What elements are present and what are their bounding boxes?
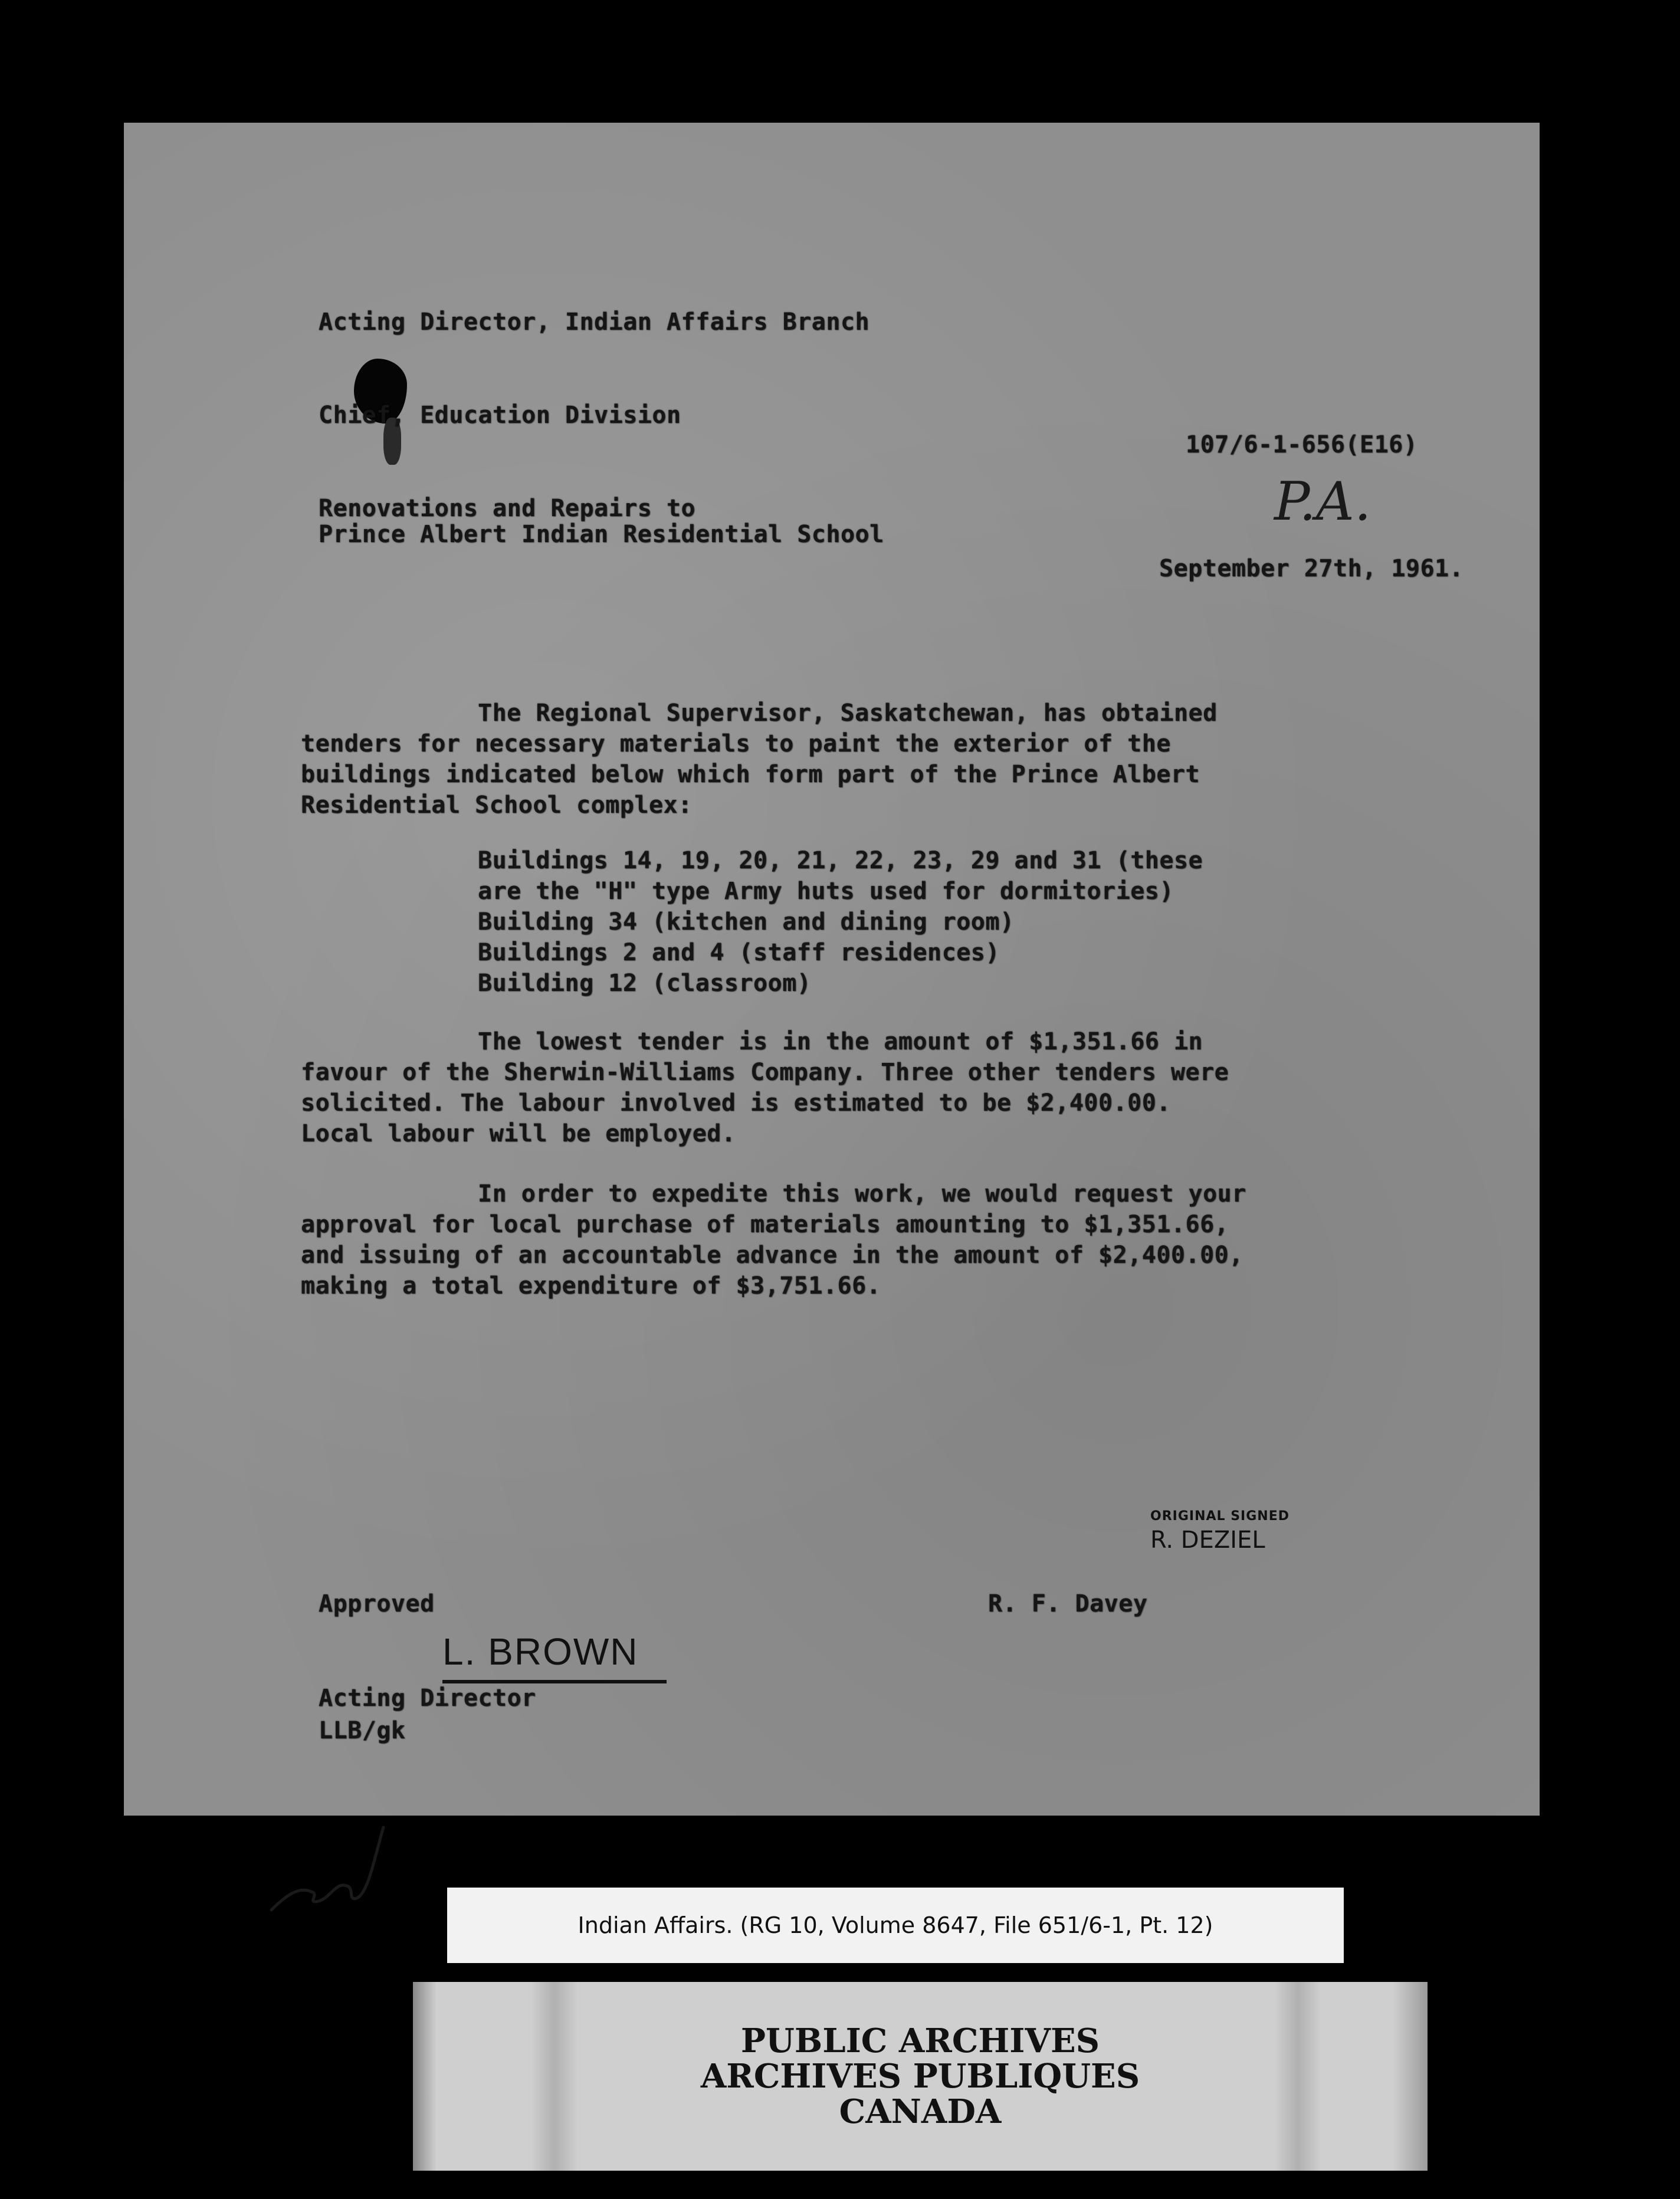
file-reference: 107/6-1-656(E16) <box>1186 431 1418 458</box>
paragraph-2-line: The lowest tender is in the amount of $1,351.66 in <box>478 1028 1203 1055</box>
handwritten-initials <box>265 1821 407 1916</box>
brown-stamp: L. BROWN <box>442 1630 639 1673</box>
paragraph-2 <box>301 1026 1229 1149</box>
subject-line-2: Prince Albert Indian Residential School <box>319 521 884 548</box>
archives-line-1: PUBLIC ARCHIVES <box>740 2021 1100 2060</box>
paragraph-1 <box>301 698 1218 820</box>
paragraph-2-line: Local labour will be employed. <box>301 1120 736 1147</box>
handwritten-note: P.A. <box>1274 471 1371 533</box>
paragraph-1-line: tenders for necessary materials to paint the exterior of the <box>301 730 1171 757</box>
sender: Chief, Education Division <box>319 402 681 429</box>
letter-page <box>124 123 1540 1816</box>
acting-director-label: Acting Director <box>319 1685 536 1712</box>
approved-label: Approved <box>319 1590 435 1617</box>
subject-line-1: Renovations and Repairs to <box>319 495 696 522</box>
archive-citation-label <box>447 1888 1344 1963</box>
building-item: Building 34 (kitchen and dining room) <box>478 908 1015 936</box>
paragraph-3-line: In order to expedite this work, we would request your <box>478 1180 1246 1207</box>
original-signed-stamp: ORIGINAL SIGNED <box>1150 1509 1289 1524</box>
initials-stroke <box>271 1827 383 1910</box>
paragraph-1-line: buildings indicated below which form part of the Prince Albert <box>301 761 1200 788</box>
building-item: Building 12 (classroom) <box>478 970 812 997</box>
building-item: Buildings 14, 19, 20, 21, 22, 23, 29 and 31 (these <box>478 847 1203 874</box>
public-archives-label <box>413 1982 1428 2171</box>
paragraph-2-line: solicited. The labour involved is estimated to be $2,400.00. <box>301 1089 1171 1117</box>
building-item: are the "H" type Army huts used for dormitories) <box>478 878 1174 905</box>
paragraph-1-line: Residential School complex: <box>301 792 693 819</box>
buildings-list <box>478 845 1203 999</box>
addressee: Acting Director, Indian Affairs Branch <box>319 308 870 336</box>
signer-name: R. F. Davey <box>988 1590 1148 1617</box>
archive-citation: Indian Affairs. (RG 10, Volume 8647, File 651/6-1, Pt. 12) <box>578 1912 1213 1938</box>
paragraph-3-line: making a total expenditure of $3,751.66. <box>301 1272 881 1299</box>
paragraph-3-line: approval for local purchase of materials amounting to $1,351.66, <box>301 1211 1229 1238</box>
paragraph-3-line: and issuing of an accountable advance in the amount of $2,400.00, <box>301 1242 1243 1269</box>
archives-line-3: CANADA <box>839 2092 1002 2131</box>
paragraph-1-line: The Regional Supervisor, Saskatchewan, has obtained <box>478 700 1218 727</box>
archives-line-2: ARCHIVES PUBLIQUES <box>700 2057 1140 2096</box>
paragraph-3 <box>301 1179 1246 1301</box>
deziel-stamp: R. DEZIEL <box>1150 1527 1265 1554</box>
typist-reference: LLB/gk <box>319 1717 406 1744</box>
paragraph-2-line: favour of the Sherwin-Williams Company. Three other tenders were <box>301 1059 1229 1086</box>
letter-date: September 27th, 1961. <box>1159 555 1464 582</box>
building-item: Buildings 2 and 4 (staff residences) <box>478 939 1000 966</box>
